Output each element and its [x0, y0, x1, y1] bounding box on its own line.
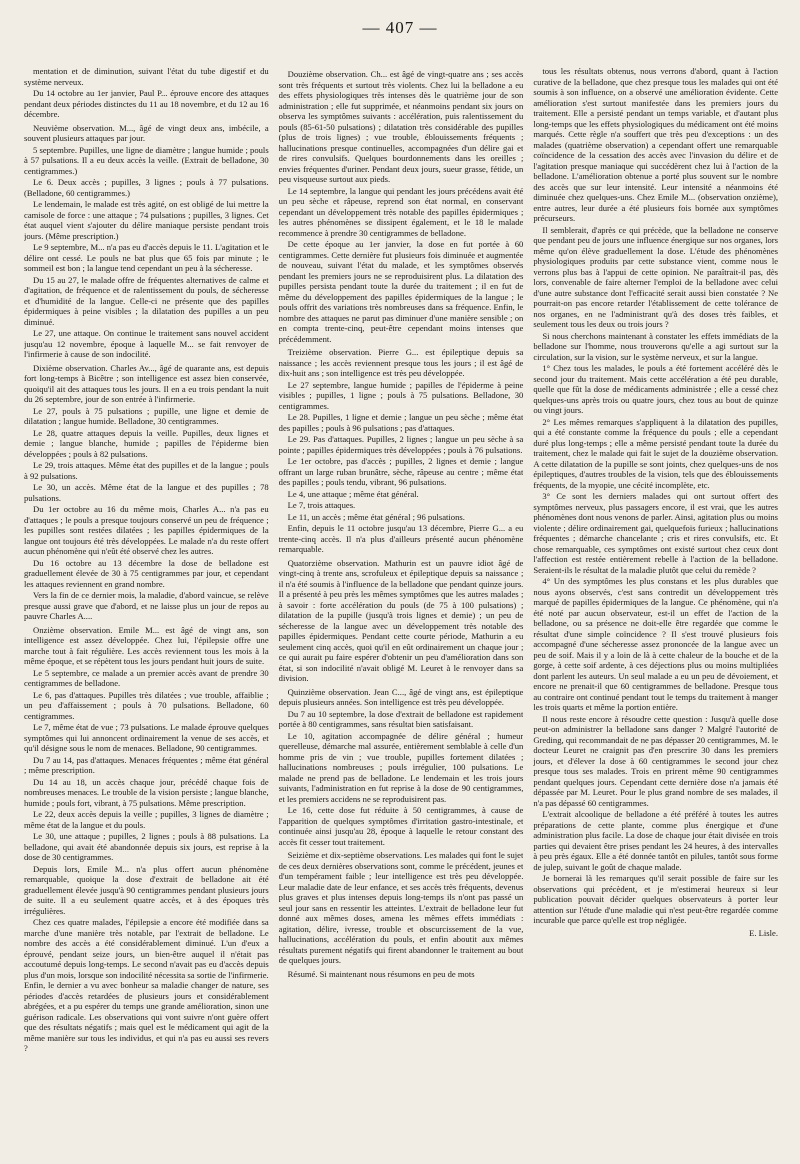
paragraph: Le 27, pouls à 75 pulsations ; pupille, une ligne et demie de dilatation ; langue humide. Belladone, 30 centigrammes. — [24, 405, 269, 426]
paragraph: Résumé. Si maintenant nous résumons en peu de mots — [287, 968, 475, 979]
paragraph: Seizième et dix-septième observations. Les malades qui font le sujet de ces deux dernières observations sont, comme le précédent, jeunes et d'un tempérament faible ; leur intelligence est très peu développée. Leur maladie date de leur enfance, et ses accès très fréquents, devenus plus graves et plus intenses depuis long-temps ils n'ont pas passé un seul jour sans en ressentir les atteintes. L'extrait de belladone leur fut donné aux mêmes doses, amena les mêmes effets immédiats : agitation, délire, ivresse, trouble et obscurcissement de la vue, hallucinations, accélération du pouls, et enfin aboutit aux mêmes résultats purement négatifs qui firent abandonner le traitement au bout de quelques jours. — [278, 850, 524, 965]
paragraph: Le 1er octobre, pas d'accès ; pupilles, 2 lignes et demie ; langue offrant un large ruban brunâtre, sèche, râpeuse au centre ; même état des papilles ; pouls tendu, vibrant, 96 pulsations. — [278, 456, 524, 487]
paragraph: tous les résultats obtenus, nous verrons d'abord, quant à l'action curative de la belladone, que chez presque tous les malades qui ont été soumis à son influence, on a observé une amélioration évidente. Cette amélioration s'est surtout manifestée dans les premiers jours du traitement. Elle a persisté pendant un temps variable, et d'autant plus long-temps que les effets physiologiques du médicament ont été moins marqués. Cette règle n'a souffert que très peu d'exceptions : un des malades (quatrième observation) a cependant offert une remarquable coïncidence de la cessation des accès avec l'invasion du délire et de l'agitation presque maniaque qui succédèrent chez lui à l'action de la belladone. L'amélioration obtenue a porté plus souvent sur le nombre des accès que sur leur intensité. Leur intensité a néanmoins été diminuée chez quelques-uns. Chez Emile M... (observation onzième), entre autres, leur durée a été plusieurs fois bornée aux symptômes précurseurs. — [533, 66, 779, 223]
paragraph: Du 7 au 14, pas d'attaques. Menaces fréquentes ; même état général ; même prescription. — [24, 754, 269, 775]
paragraph: Du 16 octobre au 13 décembre la dose de belladone est graduellement élevée de 30 à 75 centigrammes par jour, et cependant les attaques reviennent en grand nombre. — [24, 557, 269, 589]
paragraph: Si nous cherchons maintenant à constater les effets immédiats de la belladone sur l'homme, nous trouverons qu'elle a agi surtout sur la circulation, sur la vision, sur le système nerveux, et sur la langue. — [533, 330, 779, 362]
paragraph: 4° Un des symptômes les plus constans et les plus durables que nous ayons observés, c'est sans contredit un développement très marqué de papilles épidermiques de la langue. Ce phénomène, qui n'a été noté par aucun observateur, est-il un effet de l'action de la belladone, ou sa présence ne doit-elle être regardée que comme le résultat d'une simple coïncidence ? Il s'est trouvé plusieurs fois accompagné d'une sécheresse assez prononcée de la langue avec un peu de soif. Mais il y a loin de là à cette chaleur de la bouche et de la gorge, à cette soif ardente, à ces déjections plus ou moins multipliées dont parlent les auteurs. Un seul malade a eu un peu de dévoiement, et encore ne prenait-il que 60 centigrammes de belladone. Presque tous au contraire ont continué pendant tout le temps du traitement à manger les trois quarts et même la portion entière. — [533, 576, 779, 712]
paragraph: Le 14 septembre, la langue qui pendant les jours précédens avait été un peu sèche et râpeuse, reprend son état normal, en conservant cependant un développement très notable des papilles épidermiques ; les autres phénomènes se dissipent également, et le 18 le malade recommence à prendre 30 centigrammes de belladone. — [278, 185, 524, 238]
paragraph: Onzième observation. Emile M... est âgé de vingt ans, son intelligence est assez développée. Chez lui, l'épilepsie offre une marche tout à fait régulière. Les accès reviennent tous les mois à la même époque, et se répètent tous les jours pendant huit jours de suite. — [24, 624, 269, 666]
column-left — [24, 66, 269, 1146]
column-middle — [279, 66, 524, 1146]
paragraph: L'extrait alcoolique de belladone a été préféré à toutes les autres préparations de cette plante, comme plus énergique et d'une administration plus facile. La dose de chaque jour était divisée en trois parties qui devaient être prises pendant les 24 heures, à des intervalles à peu près égaux. Elle a été donnée tantôt en pilules, tantôt sous forme de julep, suivant le goût de chaque malade. — [533, 809, 779, 872]
paragraph: Le 7, même état de vue ; 73 pulsations. Le malade éprouve quelques symptômes qui lui annoncent ordinairement la venue de ses accès, et qu'il désigne sous le nom de menaces. Belladone, 90 centigrammes. — [24, 722, 269, 753]
paragraph: 2° Les mêmes remarques s'appliquent à la dilatation des pupilles, qui a été constante comme la fréquence du pouls ; elle a cependant duré plus long-temps ; elle a même persisté pendant toute la durée du traitement, chez le malade qui fait le sujet de la douzième observation. A cette dilatation de la pupille se sont joints, chez quelques-uns de nos épileptiques, d'autres troubles de la vision, tels que des éblouissements fréquents, de la myopie, une cécité incomplète, etc. — [533, 416, 779, 490]
author-signature: E. Lisle. — [749, 927, 779, 938]
paragraph: Le 28. Pupilles, 1 ligne et demie ; langue un peu sèche ; même état des papilles ; pouls à 96 pulsations ; pas d'attaques. — [278, 412, 524, 433]
paragraph: Du 1er octobre au 16 du même mois, Charles A... n'a pas eu d'attaques ; le pouls a presque toujours conservé un peu de fréquence ; les pupilles sont restées dilatées ; les papilles épidermiques de la langue ont toujours été très développées. Le malade n'a du reste offert aucun phénomène qui n'eût été observé chez les autres. — [24, 504, 269, 556]
paragraph: Du 14 octobre au 1er janvier, Paul P... éprouve encore des attaques pendant deux périodes distinctes du 11 au 18 novembre, et du 12 au 16 décembre. — [24, 88, 269, 119]
paragraph: Le 5 septembre, ce malade a un premier accès avant de prendre 30 centigrammes de belladone. — [24, 667, 269, 688]
paragraph: Douzième observation. Ch... est âgé de vingt-quatre ans ; ses accès sont très fréquents et surtout très violents. Chez lui la belladone a eu des effets physiologiques très intenses dès le quatrième jour de son administration ; elle fut supprimée, et néanmoins pendant six jours on observa les symptômes suivants : accélération, puis ralentissement du pouls (85-61-50 pulsations) ; dilatation très considérable des pupilles (plus de trois lignes) ; vue trouble, éblouissements fréquents ; hallucinations presque continuelles, accompagnées d'un délire gai et de rires convulsifs. Quelques bourdonnements dans les oreilles ; envies fréquentes d'uriner. Pendant deux jours, sueur grasse, fétide, un peu visqueuse surtout aux pieds. — [278, 69, 524, 184]
paragraph: Depuis lors, Emile M... n'a plus offert aucun phénomène remarquable, quoique la dose d'extrait de belladone ait été graduellement élevée jusqu'à 90 centigrammes pendant plusieurs jours de suite. Il a eu seulement quatre accès, et à des époques très irrégulières. — [24, 863, 269, 916]
paragraph: Du 15 au 27, le malade offre de fréquentes alternatives de calme et d'agitation, de fréquence et de ralentissement du pouls, de sécheresse et d'humidité de la langue. Celle-ci ne présente que des papilles épidermiques à peine visibles ; la dilatation des pupilles a un peu diminué. — [24, 274, 269, 327]
paragraph: Neuvième observation. M..., âgé de vingt deux ans, imbécile, a souvent plusieurs attaques par jour. — [24, 122, 269, 143]
paragraph: Le lendemain, le malade est très agité, on est obligé de lui mettre la camisole de force : une attaque ; 74 pulsations ; pupilles, 3 lignes. Cet état auquel vient s'ajouter du délire maniaque persiste pendant trois jours. (Même prescription.) — [24, 199, 269, 241]
paragraph: Le 16, cette dose fut réduite à 50 centigrammes, à cause de l'apparition de quelques symptômes d'irritation gastro-intestinale, et continuée ainsi jusqu'au 28, époque à laquelle le retour constant des accès fit cesser tout traitement. — [278, 805, 524, 847]
paragraph: 5 septembre. Pupilles, une ligne de diamètre ; langue humide ; pouls à 57 pulsations. Il a eu deux accès la veille. (Extrait de belladone, 30 centigrammes.) — [24, 144, 269, 176]
paragraph: Le 30, une attaque ; pupilles, 2 lignes ; pouls à 88 pulsations. La belladone, qui avait été abandonnée depuis six jours, est reprise à la dose de 30 centigrammes. — [24, 831, 269, 862]
paragraph: Le 11, un accès ; même état général ; 96 pulsations. — [287, 511, 465, 522]
text-columns — [24, 66, 778, 1146]
paragraph: Le 6, pas d'attaques. Pupilles très dilatées ; vue trouble, affaiblie ; un peu d'affaissement ; pouls à 70 pulsations. Belladone, 60 centigrammes. — [24, 689, 269, 721]
paragraph: Du 7 au 10 septembre, la dose d'extrait de belladone est rapidement portée à 80 centigrammes, sans résultat bien satisfaisant. — [278, 708, 524, 729]
paragraph: Je bornerai là les remarques qu'il serait possible de faire sur les observations qui précèdent, et je m'estimerai heureux si leur publication pouvait décider quelques observateurs à porter leur attention sur l'étude d'une maladie qui n'est peut-être regardée comme incurable que parce qu'elle est trop négligée. — [533, 873, 779, 925]
paragraph: 1° Chez tous les malades, le pouls a été fortement accéléré dès le second jour du traitement. Mais cette accélération a été peu durable, quelle que fût la dose de médicaments administrée ; elle a cessé chez quelques-uns après trois ou quatre jours, chez tous au bout de quinze ou vingt jours. — [533, 363, 779, 415]
paragraph: Le 9 septembre, M... n'a pas eu d'accès depuis le 11. L'agitation et le délire ont cessé. Le pouls ne bat plus que 65 fois par minute ; le sommeil est bon ; la langue tend cependant un peu à la sécheresse. — [24, 242, 269, 273]
column-right — [533, 66, 778, 1146]
paragraph: Le 6. Deux accès ; pupilles, 3 lignes ; pouls à 77 pulsations. (Belladone, 60 centigrammes.) — [24, 177, 269, 198]
paragraph: Dixième observation. Charles Av..., âgé de quarante ans, est depuis fort long-temps à Bicêtre ; son intelligence est assez bien conservée, quoiqu'il ait des attaques tous les jours. Il en a eu trois pendant la nuit du 26 septembre, jour de son entrée à l'infirmerie. — [24, 362, 269, 404]
paragraph: Le 27 septembre, langue humide ; papilles de l'épiderme à peine visibles ; pupilles, 1 ligne ; pouls à 75 pulsations. Belladone, 30 centigrammes. — [278, 379, 524, 411]
paragraph: Le 10, agitation accompagnée de délire général ; humeur querelleuse, démarche mal assurée, entièrement semblable à celle d'un homme pris de vin ; vue trouble, pupilles fortement dilatées ; hallucinations nombreuses ; pouls irrégulier, 100 pulsations. Le malade ne prend pas de belladone. Le lendemain et les trois jours suivants, l'administration en fut reprise à la dose de 90 centigrammes, et les premiers accidens ne se reproduisirent pas. — [278, 730, 524, 804]
paragraph: Treizième observation. Pierre G... est épileptique depuis sa naissance ; les accès reviennent presque tous les jours ; il est âgé de dix-huit ans ; son intelligence est très peu développée. — [278, 347, 524, 378]
paragraph: Quinzième observation. Jean C..., âgé de vingt ans, est épileptique depuis plusieurs années. Son intelligence est très peu développée. — [278, 686, 524, 707]
paragraph: Le 27, une attaque. On continue le traitement sans nouvel accident jusqu'au 12 novembre, époque à laquelle M... se fait renvoyer de l'infirmerie à cause de son indocilité. — [24, 328, 269, 359]
paragraph: Le 29. Pas d'attaques. Pupilles, 2 lignes ; langue un peu sèche à sa pointe ; papilles épidermiques très développées ; pouls à 76 pulsations. — [278, 434, 524, 455]
paragraph: Enfin, depuis le 11 octobre jusqu'au 13 décembre, Pierre G... a eu trente-cinq accès. Il n'a plus d'ailleurs présenté aucun phénomène remarquable. — [278, 523, 524, 554]
paragraph: Le 29, trois attaques. Même état des pupilles et de la langue ; pouls à 92 pulsations. — [24, 460, 269, 481]
paragraph: Le 4, une attaque ; même état général. — [287, 488, 419, 499]
paragraph: Il semblerait, d'après ce qui précède, que la belladone ne conserve que pendant peu de jours une influence énergique sur nos organes, lors même qu'on élève graduellement la dose. L'étude des phénomènes physiologiques produits par cette substance vient, comme nous le verrons plus bas à l'appui de cette opinion. Ne paraîtrait-il pas, dès lors, convenable de faire alterner l'emploi de la belladone avec celui d'une autre substance dont l'efficacité serait aussi bien constatée ? Ne pourrait-on pas encore retarder l'établissement de cette tolérance de nos organes, en ne l'administrant qu'à des doses très faibles, et seulement tous les deux ou trois jours ? — [533, 224, 779, 329]
paragraph: Il nous reste encore à résoudre cette question : Jusqu'à quelle dose peut-on administrer la belladone sans danger ? Malgré l'autorité de Greding, qui recommandait de ne pas dépasser 20 centigrammes, M. le docteur Leuret ne craignit pas d'en prescrire 30 dans les premiers jours, et d'élever la dose à 60 centigrammes le second jour chez presque tous ses malades. Trois en prirent même 90 centigrammes pendant quelques jours. Cependant cette dernière dose n'a jamais été dépassée par M. Leuret. Pour le plus grand nombre de ses malades, il n'a pas dépassé 60 centigrammes. — [533, 713, 779, 808]
paragraph: Vers la fin de ce dernier mois, la maladie, d'abord vaincue, se relève presque aussi grave que d'abord, et ne laisse plus un jour de repos au pauvre Charles A.... — [24, 590, 269, 621]
page-number: — 407 — — [362, 18, 438, 37]
paragraph: Le 28, quatre attaques depuis la veille. Pupilles, deux lignes et demie ; langue blanche, humide ; papilles de l'épiderme bien développées ; pouls à 82 pulsations. — [24, 427, 269, 459]
paragraph: Du 14 au 18, un accès chaque jour, précédé chaque fois de nombreuses menaces. Le trouble de la vision persiste ; langue blanche, humide ; pouls fort, vibrant, à 75 pulsations. Même prescription. — [24, 776, 269, 808]
paragraph: Le 7, trois attaques. — [287, 500, 356, 510]
paragraph: Quatorzième observation. Mathurin est un pauvre idiot âgé de vingt-cinq à trente ans, scrofuleux et épileptique depuis sa naissance ; il n'a été soumis à l'influence de la belladone que pendant quinze jours. Il a présenté à peu près les mêmes symptômes que les autres malades ; à savoir : forte accélération du pouls (de 75 à 100 pulsations) ; dilatation de la pupille (jusqu'à trois lignes et demie) ; un peu de sécheresse de la langue avec un développement très notable des papilles épidermiques. Pendant cette courte période, Mathurin a eu seulement cinq accès, quoi qu'il en eût ordinairement un chaque jour ; ce qui aurait pu faire espérer d'obtenir un peu d'amélioration dans son état, si son indocilité n'avait obligé M. Leuret à le renvoyer dans sa division. — [278, 557, 524, 683]
paragraph: Le 22, deux accès depuis la veille ; pupilles, 3 lignes de diamètre ; même état de la langue et du pouls. — [24, 809, 269, 830]
paragraph: De cette époque au 1er janvier, la dose en fut portée à 60 centigrammes. Cette dernière fut plusieurs fois diminuée et augmentée de nouveau, suivant l'état du malade, et les symptômes observés pendant les premiers jours ne se reproduisirent plus. La dilatation des pupilles persista pendant toute la durée du traitement ; il en fut de même du développement des papilles épidermiques de la langue ; le pouls offrit des variations très nombreuses dans sa fréquence. Enfin, le nombre des attaques ne parut pas diminuer d'une manière sensible ; on en compta trente-cinq, peut-être cependant moins intenses que précédemment. — [278, 239, 524, 344]
paragraph: Le 30, un accès. Même état de la langue et des pupilles ; 78 pulsations. — [24, 482, 269, 503]
paragraph: 3° Ce sont les derniers malades qui ont surtout offert des symptômes nerveux, plus passagers encore, il est vrai, que les autres phénomènes dont nous venons de parler. Ainsi, agitation plus ou moins violente ; délire ordinairement gai, quelquefois furieux ; hallucinations fréquentes ; démarche chancelante ; cris et rires convulsifs, etc. Et chose remarquable, ces symptômes ont existé surtout chez ceux dont l'affection est restée entièrement rebelle à l'action de la belladone. Seraient-ils le résultat de la maladie plutôt que celui du remède ? — [533, 491, 779, 575]
paragraph: mentation et de diminution, suivant l'état du tube digestif et du système nerveux. — [24, 66, 269, 87]
paragraph: Chez ces quatre malades, l'épilepsie a encore été modifiée dans sa marche d'une manière très notable, par l'extrait de belladone. Le nombre des accès a été considérablement diminué. L'un d'eux a éprouvé, pendant seize jours, un bien-être auquel il n'était pas accoutumé depuis long-temps. Le second n'avait pas eu d'accès depuis plus d'un mois, lorsque son indocilité nécessita sa sortie de l'infirmerie. Enfin, le dernier a vu avec bonheur sa maladie changer de nature, ses périodes d'accès retardées de plusieurs jours et considérablement abrégées, et a pu espérer du temps une grande amélioration, sinon une guérison radicale. Les observations qui vont suivre n'ont guère offert que des résultats négatifs ; mais quel est le médicament qui agit de la même manière sur tous les individus, et qui n'a pas eu aussi ses revers ? — [24, 917, 269, 1053]
